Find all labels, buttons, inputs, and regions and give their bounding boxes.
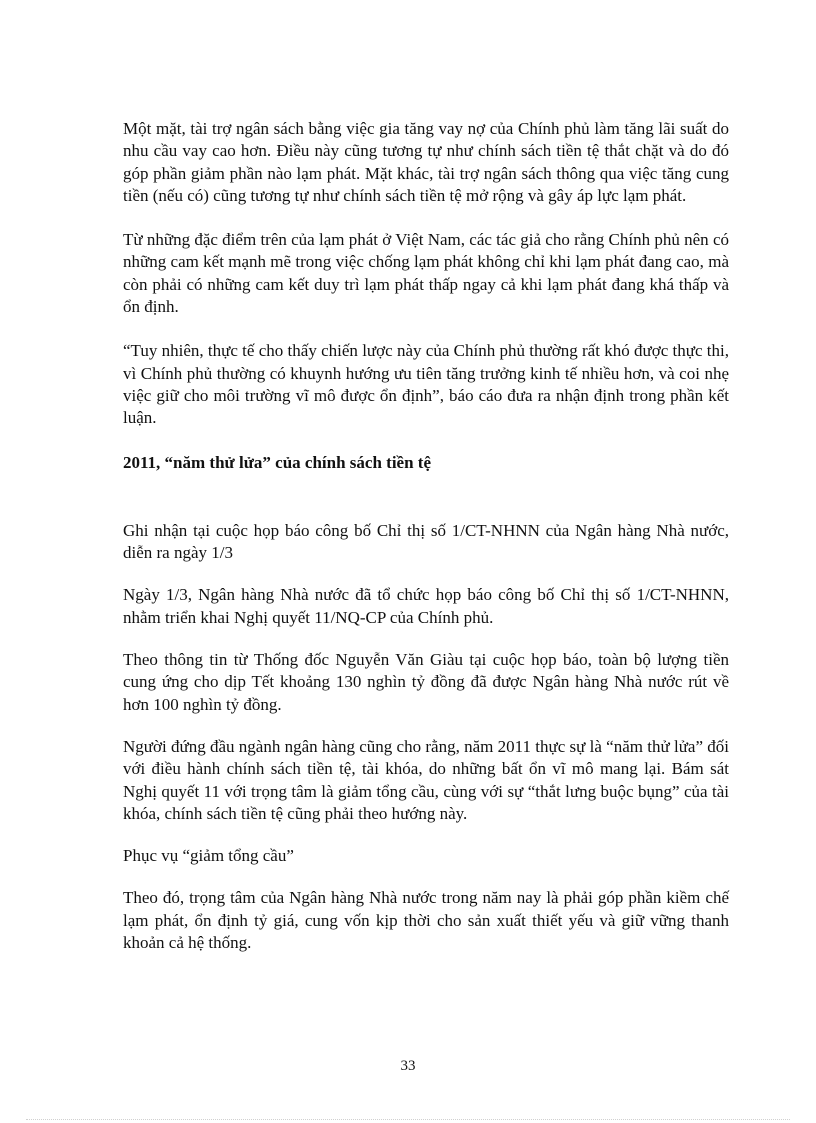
- paragraph-money-supply: Theo thông tin từ Thống đốc Nguyễn Văn Giàu tại cuộc họp báo, toàn bộ lượng tiền cung ứng cho dịp Tết khoảng 130 nghìn tỷ đồng đã được Ngân hàng Nhà nước rút về hơn 100 nghìn tỷ đồng.: [123, 650, 729, 714]
- page-bottom-divider: [26, 1119, 790, 1120]
- section-heading: 2011, “năm thử lửa” của chính sách tiền tệ: [123, 452, 432, 472]
- paragraph-budget-financing: Một mặt, tài trợ ngân sách bằng việc gia tăng vay nợ của Chính phủ làm tăng lãi suất do nhu cầu vay cao hơn. Điều này cũng tương tự như chính sách tiền tệ thắt chặt và do đó góp phần giảm phần nào lạm phát. Mặt khác, tài trợ ngân sách thông qua việc tăng cung tiền (nếu có) cũng tương tự như chính sách tiền tệ mở rộng và gây áp lực lạm phát.: [123, 119, 729, 205]
- paragraph-photo-caption: Ghi nhận tại cuộc họp báo công bố Chỉ thị số 1/CT-NHNN của Ngân hàng Nhà nước, diễn ra ngày 1/3: [123, 520, 729, 563]
- paragraph-central-bank-focus: Theo đó, trọng tâm của Ngân hàng Nhà nước trong năm nay là phải góp phần kiềm chế lạm phát, ổn định tỷ giá, cung vốn kịp thời cho sản xuất thiết yếu và giữ vững thanh khoản cả hệ thống.: [123, 888, 729, 953]
- subheading-reduce-demand: Phục vụ “giảm tổng cầu”: [123, 846, 294, 866]
- paragraph-trial-year: Người đứng đầu ngành ngân hàng cũng cho rằng, năm 2011 thực sự là “năm thử lửa” đối với điều hành chính sách tiền tệ, tài khóa, do những bất ổn vĩ mô mang lại. Bám sát Nghị quyết 11 với trọng tâm là giảm tổng cầu, cùng với sự “thắt lưng buộc bụng” của tài khóa, chính sách tiền tệ cũng phải theo hướng này.: [123, 736, 729, 823]
- page-content: [123, 118, 729, 954]
- paragraph-report-conclusion: “Tuy nhiên, thực tế cho thấy chiến lược này của Chính phủ thường rất khó được thực thi, vì Chính phủ thường có khuynh hướng ưu tiên tăng trưởng kinh tế nhiều hơn, và coi nhẹ việc giữ cho môi trường vĩ mô được ổn định”, báo cáo đưa ra nhận định trong phần kết luận.: [123, 341, 729, 428]
- paragraph-government-commitment: Từ những đặc điểm trên của lạm phát ở Việt Nam, các tác giả cho rằng Chính phủ nên có những cam kết mạnh mẽ trong việc chống lạm phát không chỉ khi lạm phát đang cao, mà còn phải có những cam kết duy trì lạm phát thấp ngay cả khi lạm phát đang khá thấp và ổn định.: [123, 230, 729, 317]
- paragraph-press-conference: Ngày 1/3, Ngân hàng Nhà nước đã tổ chức họp báo công bố Chỉ thị số 1/CT-NHNN, nhằm triển khai Nghị quyết 11/NQ-CP của Chính phủ.: [123, 585, 729, 627]
- page-number: 33: [400, 1058, 416, 1074]
